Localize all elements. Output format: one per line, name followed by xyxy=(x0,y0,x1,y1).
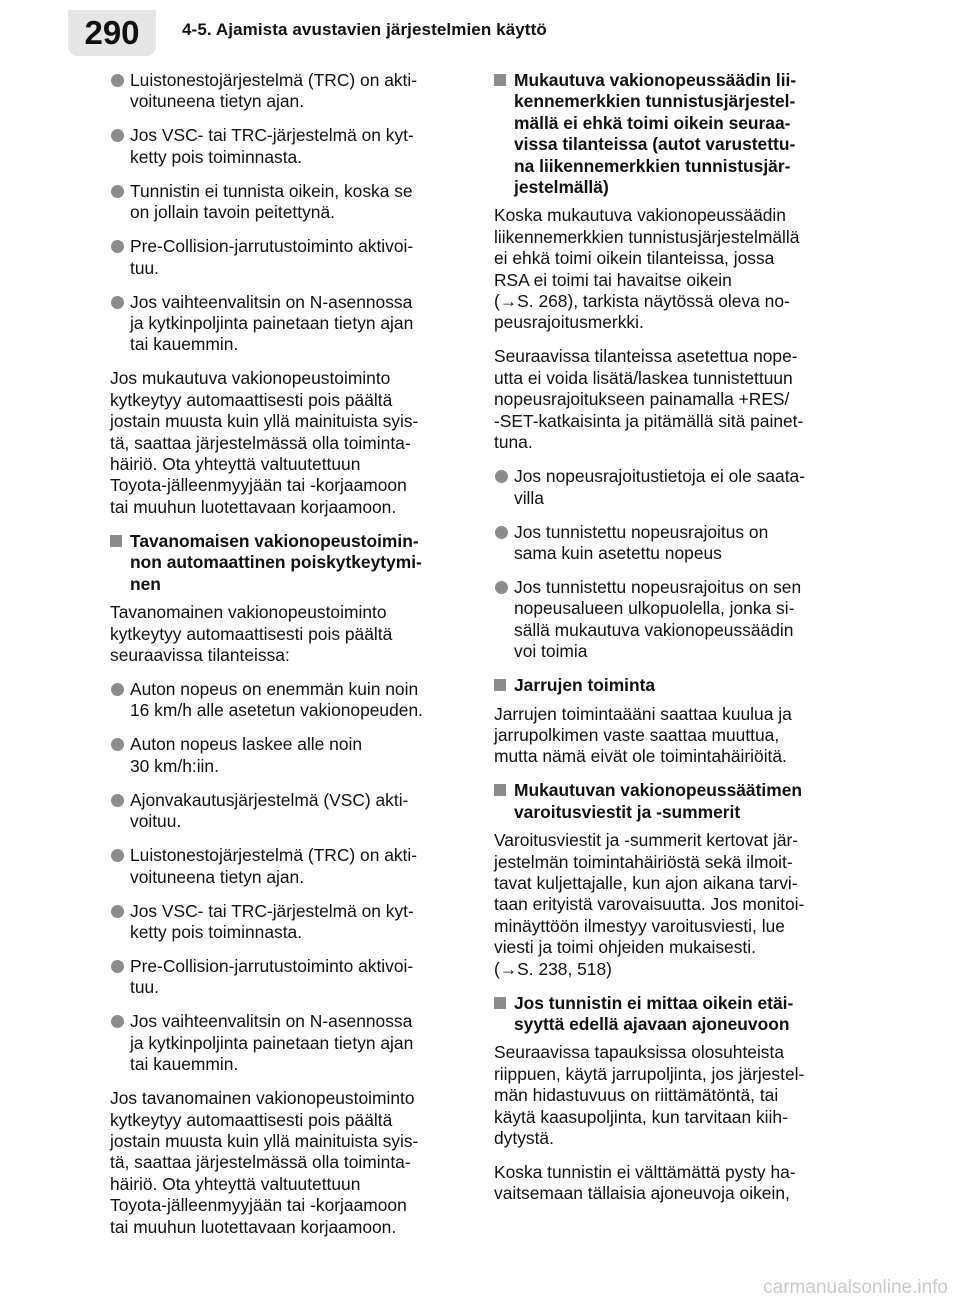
square-bullet-icon xyxy=(110,535,122,547)
bullet-icon xyxy=(111,738,124,751)
paragraph: Jos mukautuva vakionopeustoiminto kytkeytyy automaattisesti pois päältä jostain muusta kuin yllä mainituista syis- tä, saattaa järjestelmässä olla toiminta- häiriö. Ota yhteyttä valtuutettuun Toyota-jälleenmyyjään tai -korjaamoon tai muuhun luotettavaan korjaamoon. xyxy=(110,368,419,517)
watermark: carmanualsonline.info xyxy=(763,1277,948,1298)
heading-text: Tavanomaisen vakionopeustoimin- non automaattinen poiskytkeytymi- nen xyxy=(130,530,422,594)
square-bullet-icon xyxy=(494,997,506,1009)
bullet-icon xyxy=(495,526,508,539)
list-item-text: Jos nopeusrajoitustietoja ei ole saata- villa xyxy=(514,466,805,508)
bullet-icon xyxy=(111,129,124,142)
list-item-text: Jos vaihteenvalitsin on N-asennossa ja kytkinpoljinta painetaan tietyn ajan tai kauemmin. xyxy=(130,291,414,355)
list-item xyxy=(110,956,466,999)
page-header xyxy=(0,0,960,72)
bullet-icon xyxy=(111,74,124,87)
heading-text: Mukautuvan vakionopeussäätimen varoitusviestit ja -summerit xyxy=(514,780,802,822)
list-item-text: Jos tunnistettu nopeusrajoitus on sen nopeusalueen ulkopuolella, jonka si- sällä mukautuva vakionopeussäädin voi toimia xyxy=(514,576,802,662)
bullet-icon xyxy=(111,296,124,309)
list-item-text: Pre-Collision-jarrutustoiminto aktivoi- tuu. xyxy=(130,236,414,278)
paragraph: Koska tunnistin ei välttämättä pysty ha- vaitsemaan tällaisia ajoneuvoja oikein, xyxy=(494,1162,796,1204)
list-item-text: Jos tunnistettu nopeusrajoitus on sama kuin asetettu nopeus xyxy=(514,521,769,563)
paragraph: Seuraavissa tapauksissa olosuhteista riippuen, käytä jarrupoljinta, jos järjestel- män hidastuvuus on riittämätöntä, tai käytä kaasupoljinta, kun tarvitaan kiih- dytystä. xyxy=(494,1042,805,1149)
list-item-text: Jos VSC- tai TRC-järjestelmä on kyt- ketty pois toiminnasta. xyxy=(130,900,414,942)
square-bullet-icon xyxy=(494,784,506,796)
list-item xyxy=(110,790,466,833)
list-item-text: Luistonestojärjestelmä (TRC) on akti- voituneena tietyn ajan. xyxy=(130,845,418,887)
subsection-heading xyxy=(110,531,466,595)
list-item xyxy=(110,679,466,722)
bullet-icon xyxy=(111,683,124,696)
heading-text: Jos tunnistin ei mittaa oikein etäi- syyttä edellä ajavaan ajoneuvoon xyxy=(514,992,794,1034)
subsection-heading xyxy=(494,993,852,1036)
list-item xyxy=(110,292,466,356)
bullet-icon xyxy=(111,960,124,973)
paragraph: Koska mukautuva vakionopeussäädin liikennemerkkien tunnistusjärjestelmällä ei ehkä toimi oikein tilanteissa, jossa RSA ei toimi tai havaitse oikein (→S. 268), tarkista näytössä oleva no- peusrajoitusmerkki. xyxy=(494,205,800,333)
bullet-icon xyxy=(495,581,508,594)
bullet-icon xyxy=(111,794,124,807)
list-item xyxy=(110,70,466,113)
list-item xyxy=(110,125,466,168)
list-item-text: Tunnistin ei tunnista oikein, koska se on jollain tavoin peitettynä. xyxy=(130,180,413,223)
bullet-icon xyxy=(111,185,124,198)
list-item xyxy=(110,901,466,944)
bullet-icon xyxy=(111,849,124,862)
bullet-icon xyxy=(495,470,508,483)
list-item xyxy=(110,1011,466,1075)
subsection-heading xyxy=(494,780,852,823)
list-item xyxy=(110,734,466,777)
paragraph: Seuraavissa tilanteissa asetettua nope- utta ei voida lisätä/laskea tunnistettuun nopeusrajoitukseen painamalla +RES/ -SET-katkaisinta ja pitämällä sitä painet- tuna. xyxy=(494,346,804,453)
section-title: 4-5. Ajamista avustavien järjestelmien käyttö xyxy=(182,20,547,39)
list-item-text: Luistonestojärjestelmä (TRC) on akti- voituneena tietyn ajan. xyxy=(130,70,418,112)
list-item-text: Pre-Collision-jarrutustoiminto aktivoi- tuu. xyxy=(130,955,414,998)
list-item xyxy=(494,522,852,565)
heading-text: Jarrujen toiminta xyxy=(514,675,656,696)
list-item xyxy=(110,845,466,888)
paragraph: Varoitusviestit ja -summerit kertovat jär- jestelmän toimintahäiriöstä sekä ilmoit- tavat kuljettajalle, kun ajon aikana tarvi- taan erityistä varovaisuutta. Jos monitoi- minäyttöön ilmestyy varoitusviesti, lue viesti ja toimi ohjeiden mukaisesti. (→S. 238, 518) xyxy=(494,830,805,979)
left-column xyxy=(110,70,466,1251)
bullet-icon xyxy=(111,1015,124,1028)
bullet-icon xyxy=(111,240,124,253)
list-item-text: Auton nopeus laskee alle noin 30 km/h:iin. xyxy=(130,734,363,776)
list-item xyxy=(494,577,852,663)
paragraph: Tavanomainen vakionopeustoiminto kytkeytyy automaattisesti pois päältä seuraavissa tilanteissa: xyxy=(110,602,393,665)
square-bullet-icon xyxy=(494,679,506,691)
list-item xyxy=(110,181,466,224)
list-item-text: Auton nopeus on enemmän kuin noin 16 km/h alle asetetun vakionopeuden. xyxy=(130,678,423,721)
right-column xyxy=(494,70,852,1217)
list-item-text: Jos VSC- tai TRC-järjestelmä on kyt- ketty pois toiminnasta. xyxy=(130,125,414,167)
list-item-text: Ajonvakautusjärjestelmä (VSC) akti- voituu. xyxy=(130,789,409,832)
subsection-heading xyxy=(494,70,852,198)
square-bullet-icon xyxy=(494,74,506,86)
subsection-heading xyxy=(494,675,852,696)
list-item xyxy=(494,466,852,509)
paragraph: Jos tavanomainen vakionopeustoiminto kytkeytyy automaattisesti pois päältä jostain muusta kuin yllä mainituista syis- tä, saattaa järjestelmässä olla toiminta- häiriö. Ota yhteyttä valtuutettuun Toyota-jälleenmyyjään tai -korjaamoon tai muuhun luotettavaan korjaamoon. xyxy=(110,1088,419,1237)
paragraph: Jarrujen toimintaääni saattaa kuulua ja jarrupolkimen vaste saattaa muuttua, mutta nämä eivät ole toimintahäiriöitä. xyxy=(494,703,792,767)
heading-text: Mukautuva vakionopeussäädin lii- kennemerkkien tunnistusjärjestel- mällä ei ehkä toimi oikein seuraa- vissa tilanteissa (autot varustettu- na liikennemerkkien tunnistusjär- jestelmällä) xyxy=(514,70,797,198)
page-number: 290 xyxy=(68,10,156,56)
list-item xyxy=(110,236,466,279)
bullet-icon xyxy=(111,905,124,918)
list-item-text: Jos vaihteenvalitsin on N-asennossa ja kytkinpoljinta painetaan tietyn ajan tai kauemmin. xyxy=(130,1011,414,1075)
